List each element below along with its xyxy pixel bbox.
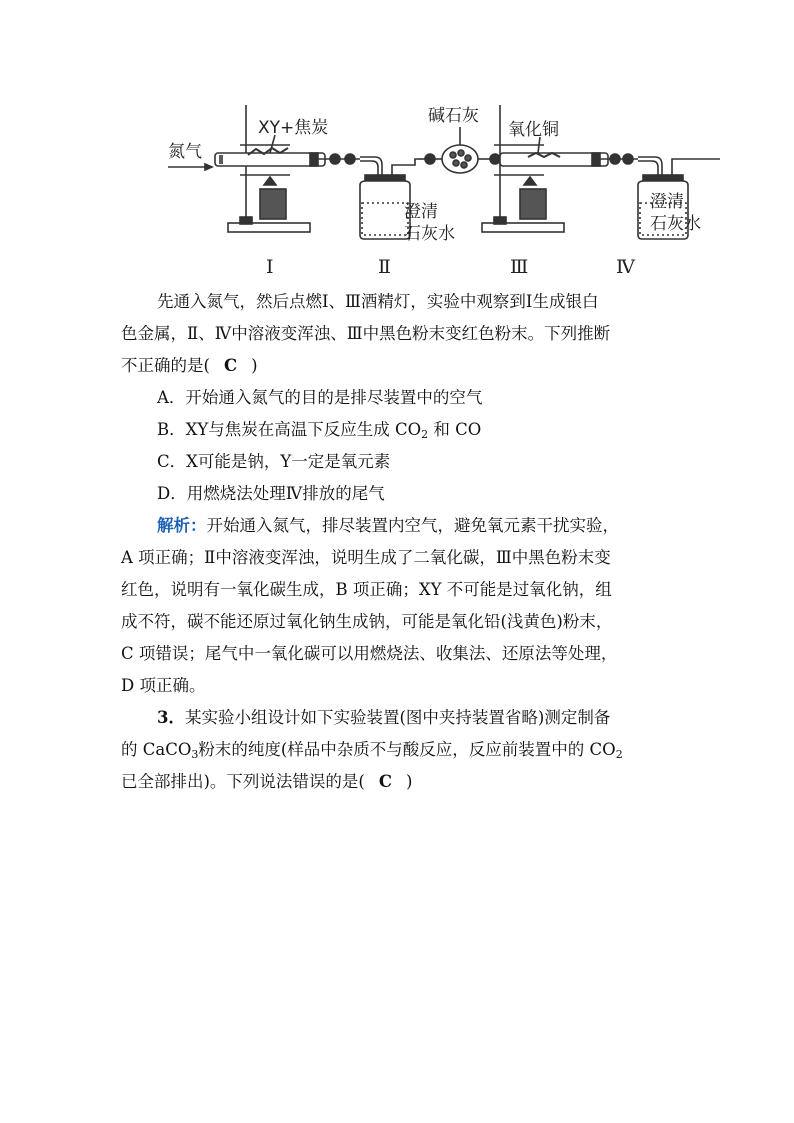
analysis-line: A 项正确；Ⅱ中溶液变浑浊，说明生成了二氧化碳，Ⅲ中黑色粉末变 <box>121 548 611 567</box>
label-roman-2: Ⅱ <box>378 256 391 278</box>
option-b-subscript: 2 <box>421 428 429 441</box>
q3-line-3 <box>121 766 674 798</box>
label-roman-4: Ⅳ <box>616 256 635 278</box>
stem-close-paren: ) <box>251 356 258 375</box>
question-stem-line: 先通入氮气，然后点燃Ⅰ、Ⅲ酒精灯，实验中观察到Ⅰ生成银白 <box>157 292 599 311</box>
analysis-line: C 项错误；尾气中一氧化碳可以用燃烧法、收集法、还原法等处理， <box>121 644 618 663</box>
option-c: C．X可能是钠，Y一定是氧元素 <box>157 452 391 471</box>
question-2 <box>121 286 674 702</box>
question-3 <box>121 702 674 798</box>
analysis-line: 成不符，碳不能还原过氧化钠生成钠，可能是氧化铅(浅黄色)粉末， <box>121 612 613 631</box>
limewater-2-label-b: 石灰水 <box>650 214 701 234</box>
label-roman-1: Ⅰ <box>266 256 274 278</box>
apparatus-diagram <box>160 95 720 280</box>
q3-subscript: 3 <box>191 748 199 761</box>
label-roman-3: Ⅲ <box>510 256 529 278</box>
analysis-label: 解析： <box>157 516 207 535</box>
copper-oxide-label: 氧化铜 <box>508 120 559 140</box>
analysis-line: D 项正确。 <box>121 676 206 695</box>
option-a: A．开始通入氮气的目的是排尽装置中的空气 <box>157 388 483 407</box>
q3-line-2 <box>121 734 674 766</box>
q3-close-paren: ) <box>406 772 413 791</box>
soda-lime-label: 碱石灰 <box>428 106 479 126</box>
answer-letter: C <box>223 356 238 375</box>
stem-end-text: 不正确的是( <box>121 356 210 375</box>
q3-subscript: 2 <box>615 748 623 761</box>
q3-text: 粉末的纯度(样品中杂质不与酸反应，反应前装置中的 CO <box>198 740 616 759</box>
analysis-line: 红色，说明有一氧化碳生成，B 项正确；XY 不可能是过氧化钠，组 <box>121 580 612 599</box>
option-b-tail: 和 CO <box>428 420 482 439</box>
option-b <box>121 414 674 446</box>
q3-text: 某实验小组设计如下实验装置(图中夹持装置省略)测定制备 <box>184 708 611 727</box>
limewater-1-label-b: 石灰水 <box>404 224 455 244</box>
option-d: D．用燃烧法处理Ⅳ排放的尾气 <box>157 484 385 503</box>
question-stem-line <box>121 350 674 382</box>
q3-text: 的 CaCO <box>121 740 192 759</box>
analysis-line <box>121 510 674 542</box>
q3-line-1 <box>121 702 674 734</box>
option-b-text: B．XY与焦炭在高温下反应生成 CO <box>157 420 422 439</box>
xy-coke-label: XY+焦炭 <box>258 118 329 138</box>
analysis-text: 开始通入氮气，排尽装置内空气，避免氧元素干扰实验， <box>206 516 619 535</box>
question-number: 3． <box>157 708 185 727</box>
limewater-1-label-a: 澄清 <box>404 202 438 222</box>
q3-text: 已全部排出)。下列说法错误的是( <box>121 772 365 791</box>
question-stem-line: 色金属，Ⅱ、Ⅳ中溶液变浑浊、Ⅲ中黑色粉末变红色粉末。下列推断 <box>121 324 611 343</box>
limewater-2-label-a: 澄清 <box>650 192 684 212</box>
answer-letter: C <box>378 772 393 791</box>
nitrogen-label: 氮气 <box>168 142 202 162</box>
